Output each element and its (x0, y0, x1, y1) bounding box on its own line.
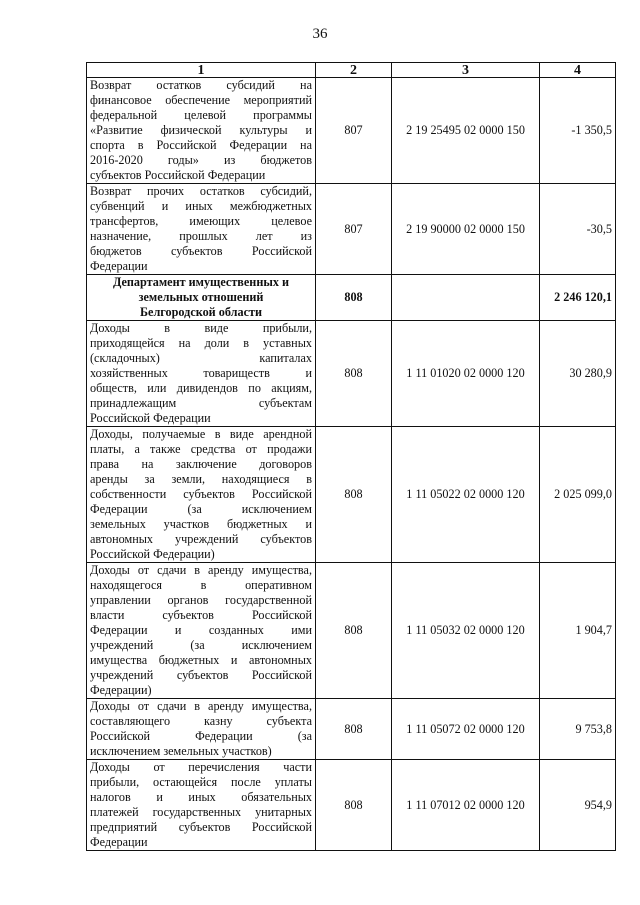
table-row (87, 321, 616, 427)
desc-line: аренды за земли, находящиеся в (90, 472, 312, 486)
row-description (87, 427, 316, 563)
desc-line: назначение, прошлых лет из (90, 229, 312, 243)
desc-line: Федерации (за исключением (90, 502, 312, 516)
desc-line: «Развитие физической культуры и (90, 123, 312, 137)
desc-line: Доходы от перечисления части (90, 760, 312, 774)
table-row (87, 78, 616, 184)
admin-code: 808 (316, 321, 392, 427)
desc-line: прибыли, остающейся после уплаты (90, 775, 312, 789)
amount: -1 350,5 (540, 78, 616, 184)
department-name (87, 275, 316, 321)
table-row (87, 760, 616, 851)
row-description (87, 184, 316, 275)
row-description (87, 563, 316, 699)
desc-line: Российской Федерации) (90, 547, 215, 561)
desc-line: спорта в Российской Федерации на (90, 138, 312, 152)
desc-line: Федерации) (90, 683, 152, 697)
desc-line: налогов и иных обязательных (90, 790, 312, 804)
desc-line: принадлежащим субъектам (90, 396, 312, 410)
table-row (87, 184, 616, 275)
amount: 1 904,7 (540, 563, 616, 699)
table-row (87, 563, 616, 699)
desc-line: субъектов Российской Федерации (90, 168, 266, 182)
desc-line: Федерации (90, 259, 148, 273)
desc-line: Возврат остатков субсидий на (90, 78, 312, 92)
desc-line: Доходы от сдачи в аренду имущества, (90, 699, 312, 713)
amount: 30 280,9 (540, 321, 616, 427)
desc-line: Российской Федерации (90, 411, 211, 425)
desc-line: приходящейся на доли в уставных (90, 336, 312, 350)
desc-line: финансовое обеспечение мероприятий (90, 93, 312, 107)
admin-code: 808 (316, 427, 392, 563)
desc-line: (складочных) капиталах (90, 351, 312, 365)
desc-line: имущества бюджетных и автономных (90, 653, 312, 667)
admin-code: 807 (316, 78, 392, 184)
row-description (87, 321, 316, 427)
budget-code: 1 11 05022 02 0000 120 (392, 427, 540, 563)
amount: 2 246 120,1 (540, 275, 616, 321)
desc-line: хозяйственных товариществ и (90, 366, 312, 380)
budget-code: 2 19 90000 02 0000 150 (392, 184, 540, 275)
column-header: 3 (392, 63, 540, 78)
desc-line: Доходы от сдачи в аренду имущества, (90, 563, 312, 577)
admin-code: 807 (316, 184, 392, 275)
desc-line: учреждений (за исключением (90, 638, 312, 652)
page-number: 36 (312, 26, 328, 42)
desc-line: бюджетов субъектов Российской (90, 244, 312, 258)
amount: 2 025 099,0 (540, 427, 616, 563)
column-header: 2 (316, 63, 392, 78)
desc-line: трансфертов, имеющих целевое (90, 214, 312, 228)
desc-line: управлении органов государственной (90, 593, 312, 607)
desc-line: составляющего казну субъекта (90, 714, 312, 728)
desc-line: Доходы в виде прибыли, (90, 321, 312, 335)
desc-line: Белгородской области (140, 305, 262, 319)
amount: 954,9 (540, 760, 616, 851)
admin-code: 808 (316, 563, 392, 699)
amount: 9 753,8 (540, 699, 616, 760)
desc-line: обществ, или дивидендов по акциям, (90, 381, 312, 395)
budget-code: 2 19 25495 02 0000 150 (392, 78, 540, 184)
desc-line: платы, а также средства от продажи (90, 442, 312, 456)
admin-code: 808 (316, 275, 392, 321)
desc-line: земельных участков бюджетных и (90, 517, 312, 531)
admin-code: 808 (316, 699, 392, 760)
revenue-table (86, 62, 616, 851)
desc-line: автономных учреждений субъектов (90, 532, 312, 546)
table-header-row (87, 63, 616, 78)
desc-line: собственности субъектов Российской (90, 487, 312, 501)
table-row (87, 427, 616, 563)
desc-line: Доходы, получаемые в виде арендной (90, 427, 312, 441)
desc-line: Возврат прочих остатков субсидий, (90, 184, 312, 198)
column-header: 4 (540, 63, 616, 78)
budget-code: 1 11 05032 02 0000 120 (392, 563, 540, 699)
desc-line: платежей государственных унитарных (90, 805, 312, 819)
desc-line: субвенций и иных межбюджетных (90, 199, 312, 213)
desc-line: земельных отношений (138, 290, 264, 304)
desc-line: Федерации и созданных ими (90, 623, 312, 637)
budget-code: 1 11 07012 02 0000 120 (392, 760, 540, 851)
budget-code: 1 11 05072 02 0000 120 (392, 699, 540, 760)
desc-line: власти субъектов Российской (90, 608, 312, 622)
desc-line: учреждений субъектов Российской (90, 668, 312, 682)
department-row (87, 275, 616, 321)
amount: -30,5 (540, 184, 616, 275)
desc-line: исключением земельных участков) (90, 744, 272, 758)
budget-code: 1 11 01020 02 0000 120 (392, 321, 540, 427)
desc-line: Департамент имущественных и (112, 275, 290, 289)
admin-code: 808 (316, 760, 392, 851)
column-header: 1 (87, 63, 316, 78)
row-description (87, 78, 316, 184)
desc-line: Федерации (90, 835, 148, 849)
table-row (87, 699, 616, 760)
desc-line: Российской Федерации (за (90, 729, 312, 743)
row-description (87, 699, 316, 760)
desc-line: права на заключение договоров (90, 457, 312, 471)
desc-line: предприятий субъектов Российской (90, 820, 312, 834)
desc-line: 2016-2020 годы» из бюджетов (90, 153, 312, 167)
desc-line: находящегося в оперативном (90, 578, 312, 592)
budget-code (392, 275, 540, 321)
desc-line: федеральной целевой программы (90, 108, 312, 122)
row-description (87, 760, 316, 851)
